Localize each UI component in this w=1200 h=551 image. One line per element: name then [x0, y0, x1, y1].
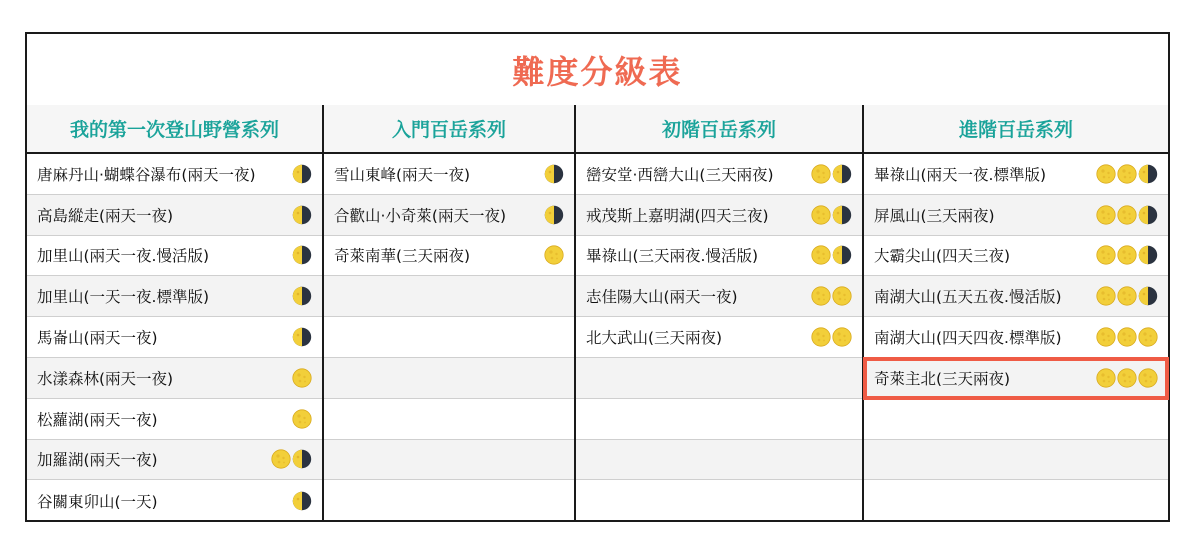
difficulty-rating: [292, 409, 312, 429]
title-bar: [27, 34, 1168, 107]
difficulty-rating: [1096, 368, 1158, 388]
difficulty-rating: [1096, 164, 1158, 184]
trip-row: [324, 154, 574, 195]
full-moon-icon: [811, 327, 831, 347]
full-moon-icon: [811, 164, 831, 184]
difficulty-rating: [292, 368, 312, 388]
difficulty-rating: [292, 491, 312, 511]
difficulty-rating: [292, 164, 312, 184]
half-moon-icon: [292, 205, 312, 225]
empty-row: [576, 358, 862, 399]
full-moon-icon: [271, 449, 291, 469]
trip-row: [576, 276, 862, 317]
trip-row: [864, 317, 1168, 358]
trip-name: 屏風山(三天兩夜): [874, 206, 995, 225]
difficulty-rating: [544, 245, 564, 265]
trip-name: 加羅湖(兩天一夜): [37, 451, 158, 470]
difficulty-rating: [271, 449, 312, 469]
column-header: 進階百岳系列: [864, 105, 1168, 154]
trip-name: 南湖大山(五天五夜.慢活版): [874, 288, 1062, 307]
half-moon-icon: [544, 205, 564, 225]
trip-row: [27, 317, 322, 358]
full-moon-icon: [1117, 286, 1137, 306]
difficulty-rating: [811, 164, 852, 184]
empty-row: [324, 399, 574, 440]
trip-row: [27, 236, 322, 277]
trip-name: 巒安堂‧西巒大山(三天兩夜): [586, 165, 774, 184]
empty-row: [864, 399, 1168, 440]
page-title: 難度分級表: [512, 52, 683, 91]
full-moon-icon: [1096, 286, 1116, 306]
full-moon-icon: [1096, 327, 1116, 347]
trip-name: 大霸尖山(四天三夜): [874, 247, 1011, 266]
series-column: [862, 105, 1168, 520]
trip-row: [864, 236, 1168, 277]
trip-name: 奇萊南華(三天兩夜): [334, 247, 471, 266]
difficulty-rating: [292, 327, 312, 347]
full-moon-icon: [811, 205, 831, 225]
trip-name: 雪山東峰(兩天一夜): [334, 165, 471, 184]
full-moon-icon: [1096, 245, 1116, 265]
column-header: 初階百岳系列: [576, 105, 862, 154]
trip-row: [27, 480, 322, 521]
half-moon-icon: [832, 245, 852, 265]
half-moon-icon: [544, 164, 564, 184]
trip-name: 谷關東卯山(一天): [37, 492, 158, 511]
empty-row: [576, 440, 862, 481]
difficulty-rating: [811, 286, 852, 306]
trip-row: [864, 195, 1168, 236]
trip-row: [27, 276, 322, 317]
half-moon-icon: [1138, 286, 1158, 306]
difficulty-rating: [544, 164, 564, 184]
full-moon-icon: [811, 286, 831, 306]
full-moon-icon: [1117, 205, 1137, 225]
full-moon-icon: [1096, 205, 1116, 225]
difficulty-rating: [1096, 205, 1158, 225]
difficulty-rating: [811, 245, 852, 265]
difficulty-rating: [292, 205, 312, 225]
half-moon-icon: [1138, 205, 1158, 225]
trip-name: 戒茂斯上嘉明湖(四天三夜): [586, 206, 769, 225]
full-moon-icon: [1138, 368, 1158, 388]
trip-row: [27, 440, 322, 481]
difficulty-table: [25, 32, 1170, 522]
full-moon-icon: [1117, 164, 1137, 184]
trip-row: [576, 154, 862, 195]
empty-row: [324, 358, 574, 399]
empty-row: [576, 480, 862, 521]
difficulty-rating: [1096, 245, 1158, 265]
trip-name: 馬崙山(兩天一夜): [37, 329, 158, 348]
column-header: 入門百岳系列: [324, 105, 574, 154]
full-moon-icon: [1117, 327, 1137, 347]
half-moon-icon: [1138, 164, 1158, 184]
empty-row: [324, 440, 574, 481]
series-column: [322, 105, 574, 520]
trip-name: 高島縱走(兩天一夜): [37, 206, 174, 225]
trip-name: 加里山(一天一夜.標準版): [37, 288, 210, 307]
half-moon-icon: [292, 449, 312, 469]
half-moon-icon: [832, 205, 852, 225]
empty-row: [324, 276, 574, 317]
half-moon-icon: [832, 164, 852, 184]
difficulty-rating: [811, 205, 852, 225]
empty-row: [324, 317, 574, 358]
trip-row: [864, 276, 1168, 317]
trip-row: [27, 399, 322, 440]
trip-name: 畢祿山(兩天一夜.標準版): [874, 165, 1047, 184]
column-header: 我的第一次登山野營系列: [27, 105, 322, 154]
full-moon-icon: [1117, 368, 1137, 388]
full-moon-icon: [832, 286, 852, 306]
half-moon-icon: [1138, 245, 1158, 265]
full-moon-icon: [1138, 327, 1158, 347]
difficulty-rating: [811, 327, 852, 347]
trip-name: 加里山(兩天一夜.慢活版): [37, 247, 210, 266]
trip-row: [324, 236, 574, 277]
trip-name: 北大武山(三天兩夜): [586, 329, 723, 348]
half-moon-icon: [292, 491, 312, 511]
half-moon-icon: [292, 286, 312, 306]
half-moon-icon: [292, 245, 312, 265]
full-moon-icon: [544, 245, 564, 265]
difficulty-rating: [1096, 286, 1158, 306]
trip-row: [864, 154, 1168, 195]
column-rows: [27, 154, 322, 520]
half-moon-icon: [292, 164, 312, 184]
empty-row: [324, 480, 574, 521]
trip-row: [864, 358, 1168, 399]
trip-row: [27, 154, 322, 195]
full-moon-icon: [1096, 368, 1116, 388]
full-moon-icon: [1117, 245, 1137, 265]
trip-name: 南湖大山(四天四夜.標準版): [874, 329, 1062, 348]
full-moon-icon: [1096, 164, 1116, 184]
trip-name: 合歡山‧小奇萊(兩天一夜): [334, 206, 507, 225]
full-moon-icon: [292, 368, 312, 388]
empty-row: [576, 399, 862, 440]
trip-name: 志佳陽大山(兩天一夜): [586, 288, 738, 307]
trip-row: [576, 317, 862, 358]
series-column: [574, 105, 862, 520]
trip-row: [324, 195, 574, 236]
trip-name: 松蘿湖(兩天一夜): [37, 410, 158, 429]
difficulty-rating: [1096, 327, 1158, 347]
trip-name: 奇萊主北(三天兩夜): [874, 369, 1011, 388]
difficulty-rating: [544, 205, 564, 225]
difficulty-rating: [292, 286, 312, 306]
column-rows: [576, 154, 862, 520]
trip-row: [27, 358, 322, 399]
trip-row: [27, 195, 322, 236]
series-column: [27, 105, 322, 520]
column-rows: [324, 154, 574, 520]
trip-row: [576, 195, 862, 236]
trip-name: 畢祿山(三天兩夜.慢活版): [586, 247, 759, 266]
column-rows: [864, 154, 1168, 520]
empty-row: [864, 440, 1168, 481]
difficulty-rating: [292, 245, 312, 265]
full-moon-icon: [811, 245, 831, 265]
series-table: [27, 105, 1168, 520]
trip-row: [576, 236, 862, 277]
full-moon-icon: [832, 327, 852, 347]
trip-name: 唐麻丹山‧蝴蝶谷瀑布(兩天一夜): [37, 165, 256, 184]
full-moon-icon: [292, 409, 312, 429]
trip-name: 水漾森林(兩天一夜): [37, 369, 174, 388]
half-moon-icon: [292, 327, 312, 347]
empty-row: [864, 480, 1168, 521]
